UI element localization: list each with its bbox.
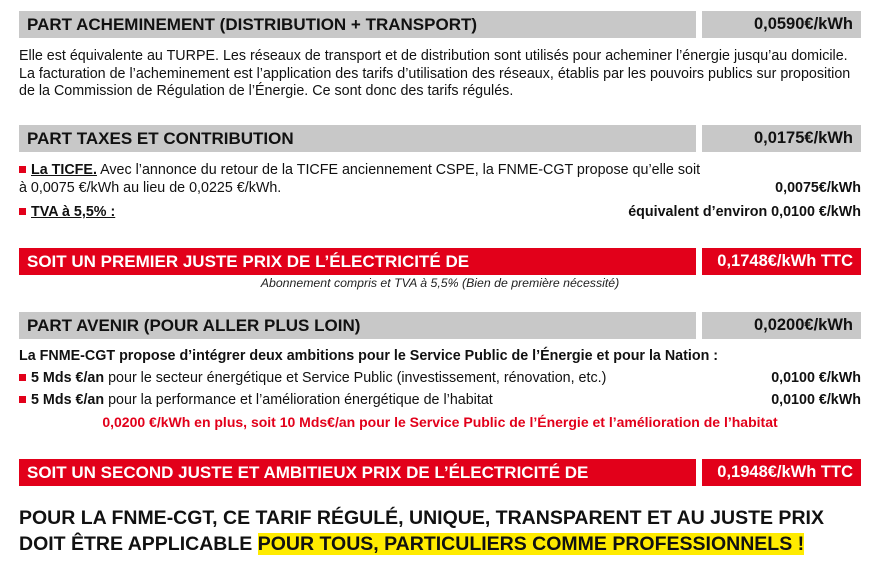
bullet-square-icon (19, 396, 26, 403)
avenir-value: 0,0200€/kWh (702, 312, 861, 339)
avenir-item-1-text: pour le secteur énergétique et Service Public (investissement, rénovation, etc.) (108, 370, 607, 386)
avenir-intro: La FNME-CGT propose d’intégrer deux ambitions pour le Service Public de l’Énergie et pour la Nation : (19, 348, 719, 364)
conclusion-line-2 (19, 532, 869, 557)
premier-prix-note: Abonnement compris et TVA à 5,5% (Bien de première nécessité) (260, 276, 620, 290)
second-prix-title: SOIT UN SECOND JUSTE ET AMBITIEUX PRIX DE L’ÉLECTRICITÉ DE (19, 459, 696, 486)
tva-value: équivalent d’environ 0,0100 €/kWh (628, 204, 861, 220)
taxes-header (19, 125, 861, 152)
taxes-item-tva (19, 204, 861, 222)
avenir-item-secteur (19, 370, 861, 388)
acheminement-header (19, 11, 861, 38)
ticfe-value: 0,0075€/kWh (775, 179, 861, 196)
acheminement-title: PART ACHEMINEMENT (DISTRIBUTION + TRANSPORT) (19, 11, 696, 38)
second-prix-value: 0,1948€/kWh TTC (702, 459, 861, 486)
acheminement-description: Elle est équivalente au TURPE. Les réseaux de transport et de distribution sont utilisés pour acheminer l’énergie jusqu’au domicile. La facturation de l’acheminement est l’application des tarifs d’utilisation des réseaux, établis par les pouvoirs publics sur proposition de la Commission de Régulation de l’Énergie. Ce sont donc des tarifs régulés. (19, 48, 851, 100)
acheminement-value: 0,0590€/kWh (702, 11, 861, 38)
tva-label: TVA à 5,5% : (31, 204, 116, 220)
conclusion-line-2-plain: DOIT ÊTRE APPLICABLE (19, 533, 253, 555)
taxes-title: PART TAXES ET CONTRIBUTION (19, 125, 696, 152)
avenir-summary: 0,0200 €/kWh en plus, soit 10 Mds€/an pour le Service Public de l’Énergie et l’amélioration de l’habitat (102, 414, 778, 430)
ticfe-text: Avec l’annonce du retour de la TICFE anciennement CSPE, la FNME-CGT propose qu’elle soit à 0,0075 €/kWh au lieu de 0,0225 €/kWh. (19, 162, 701, 196)
bullet-square-icon (19, 374, 26, 381)
bullet-square-icon (19, 208, 26, 215)
avenir-item-2-label: 5 Mds €/an (31, 392, 105, 408)
avenir-item-1-label: 5 Mds €/an (31, 370, 105, 386)
avenir-item-2-text: pour la performance et l’amélioration énergétique de l’habitat (108, 392, 493, 408)
conclusion-line-1: POUR LA FNME-CGT, CE TARIF RÉGULÉ, UNIQUE, TRANSPARENT ET AU JUSTE PRIX (19, 507, 824, 529)
premier-prix-title: SOIT UN PREMIER JUSTE PRIX DE L’ÉLECTRICITÉ DE (19, 248, 696, 275)
avenir-header (19, 312, 861, 339)
avenir-item-habitat (19, 392, 861, 410)
avenir-title: PART AVENIR (POUR ALLER PLUS LOIN) (19, 312, 696, 339)
taxes-item-ticfe (19, 162, 861, 197)
taxes-value: 0,0175€/kWh (702, 125, 861, 152)
avenir-item-1-value: 0,0100 €/kWh (771, 370, 861, 386)
second-prix-banner (19, 459, 861, 486)
bullet-square-icon (19, 166, 26, 173)
avenir-item-2-value: 0,0100 €/kWh (771, 392, 861, 408)
premier-prix-banner (19, 248, 861, 275)
conclusion-highlight: POUR TOUS, PARTICULIERS COMME PROFESSIONNELS ! (257, 533, 805, 555)
ticfe-label: La TICFE. (31, 162, 97, 178)
premier-prix-value: 0,1748€/kWh TTC (702, 248, 861, 275)
